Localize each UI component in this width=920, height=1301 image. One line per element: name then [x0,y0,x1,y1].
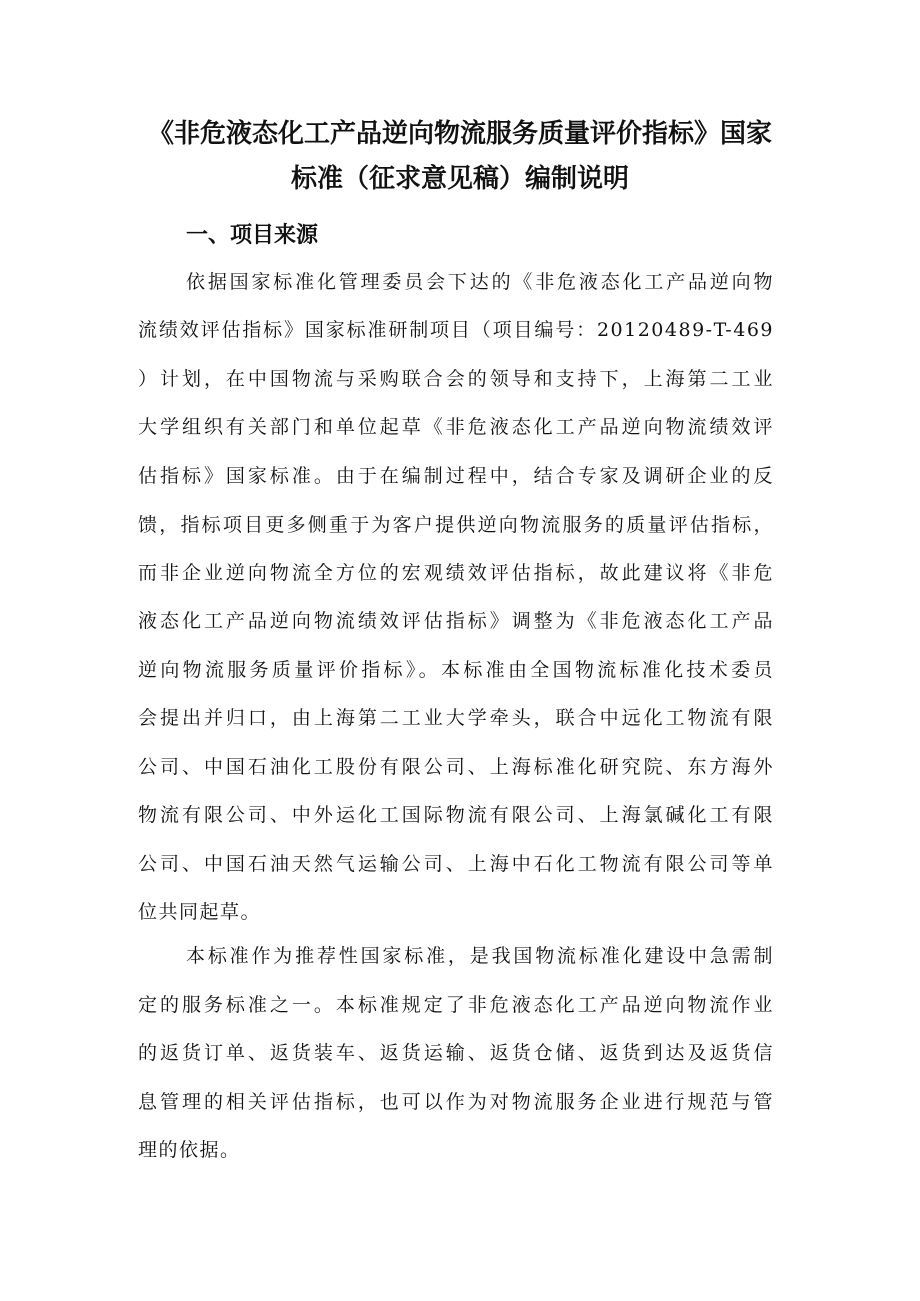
paragraph-line: 公司、中国石油化工股份有限公司、上海标准化研究院、东方海外 [138,756,774,778]
paragraph-line: 会提出并归口，由上海第二工业大学牵头，联合中远化工物流有限 [138,707,774,729]
document-title-line-2: 标准（征求意见稿）编制说明 [290,164,629,194]
section-heading: 一、项目来源 [186,223,319,248]
paragraph-line: 而非企业逆向物流全方位的宏观绩效评估指标，故此建议将《非危 [138,562,774,584]
paragraph-line: 的返货订单、返货装车、返货运输、返货仓储、返货到达及返货信 [138,1042,774,1064]
paragraph-line: 逆向物流服务质量评价指标》。本标准由全国物流标准化技术委员 [138,659,774,681]
paragraph-line: ）计划，在中国物流与采购联合会的领导和支持下，上海第二工业 [138,368,774,390]
paragraph-line: 大学组织有关部门和单位起草《非危液态化工产品逆向物流绩效评 [138,416,774,438]
paragraph-line: 估指标》国家标准。由于在编制过程中，结合专家及调研企业的反 [138,465,774,487]
paragraph-line: 本标准作为推荐性国家标准，是我国物流标准化建设中急需制 [186,945,774,967]
paragraph-line: 位共同起草。 [138,901,262,923]
paragraph-line: 物流有限公司、中外运化工国际物流有限公司、上海氯碱化工有限 [138,804,774,826]
paragraph-line: 定的服务标准之一。本标准规定了非危液态化工产品逆向物流作业 [138,994,774,1016]
paragraph-line: 流绩效评估指标》国家标准研制项目（项目编号：20120489-T-469 [138,319,774,341]
paragraph-line: 依据国家标准化管理委员会下达的《非危液态化工产品逆向物 [186,271,774,293]
paragraph-line: 液态化工产品逆向物流绩效评估指标》调整为《非危液态化工产品 [138,610,774,632]
paragraph-line: 理的依据。 [138,1139,241,1161]
paragraph-line: 息管理的相关评估指标，也可以作为对物流服务企业进行规范与管 [138,1091,774,1113]
document-title-line-1: 《非危液态化工产品逆向物流服务质量评价指标》国家 [147,119,772,149]
paragraph-line: 公司、中国石油天然气运输公司、上海中石化工物流有限公司等单 [138,853,774,875]
paragraph-line: 馈，指标项目更多侧重于为客户提供逆向物流服务的质量评估指标， [138,514,774,536]
